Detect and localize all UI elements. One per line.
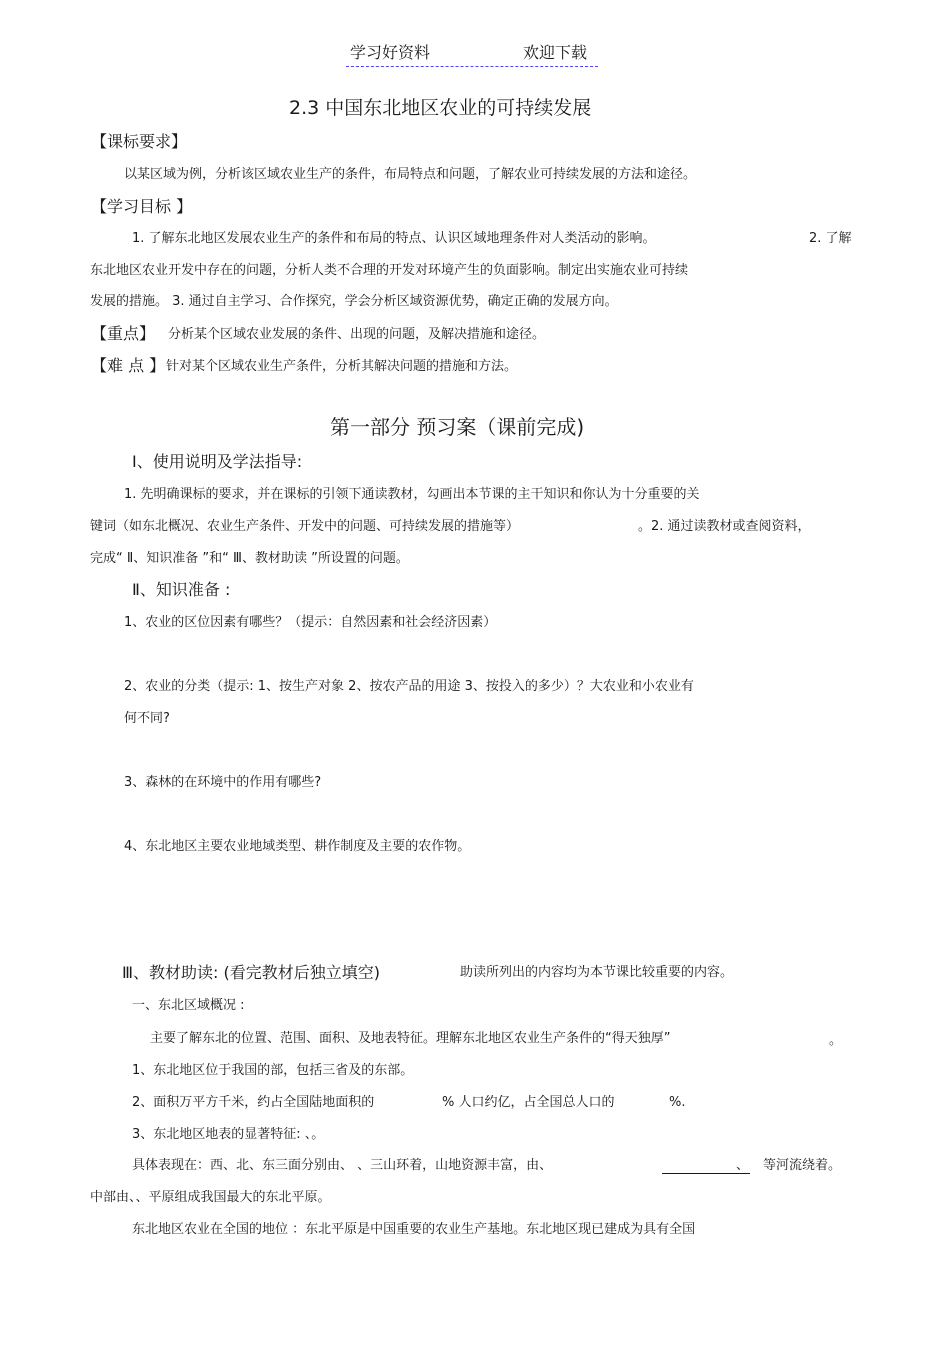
part1-title: 第一部分 预习案（课前完成) xyxy=(330,415,585,439)
sec2-q2a: 2、农业的分类（提示: 1、按生产对象 2、按农产品的用途 3、按投入的多少）？大农业和小农业有 xyxy=(124,679,694,694)
header-dashed-divider xyxy=(346,66,598,67)
mubiao-line2: 东北地区农业开发中存在的问题，分析人类不合理的开发对环境产生的负面影响。制定出实施农业可持续 xyxy=(90,263,689,278)
nandian-text: 针对某个区域农业生产条件，分析其解决问题的措施和方法。 xyxy=(166,359,518,374)
sec3-item2b: % 人口约亿，占全国总人口的 xyxy=(442,1095,615,1110)
kebiao-text: 以某区域为例，分析该区域农业生产的条件，布局特点和问题，了解农业可持续发展的方法和途径。 xyxy=(124,167,697,182)
sec3-detail2: 中部由、、平原组成我国最大的东北平原。 xyxy=(90,1190,331,1205)
sec2-q1: 1、农业的区位因素有哪些？（提示：自然因素和社会经济因素） xyxy=(124,615,497,630)
header-left: 学习好资料 xyxy=(350,43,431,62)
sec1-line3: 完成“ Ⅱ、知识准备 ”和“ Ⅲ、教材助读 ”所设置的问题。 xyxy=(90,551,409,566)
sec3-item1: 1、东北地区位于我国的部，包括三省及的东部。 xyxy=(132,1063,414,1078)
sec2-title: Ⅱ、知识准备 : xyxy=(132,580,231,599)
sec3-status: 东北地区农业在全国的地位 ：东北平原是中国重要的农业生产基地。东北地区现已建成为具有全国 xyxy=(132,1222,696,1237)
mubiao-line1-tail: 2. 了解 xyxy=(809,231,852,246)
zhongdian-text: 分析某个区域农业发展的条件、出现的问题，及解决措施和途径。 xyxy=(168,327,546,342)
sec1-line2b: 。2. 通过读教材或查阅资料， xyxy=(638,519,811,534)
sec3-intro-end: 。 xyxy=(829,1033,843,1048)
kebiao-label: 【课标要求】 xyxy=(91,132,188,151)
sec3-item3: 3、东北地区地表的显著特征: 、。 xyxy=(132,1127,325,1142)
sec2-q4: 4、东北地区主要农业地域类型、耕作制度及主要的农作物。 xyxy=(124,839,471,854)
sec3-title: Ⅲ、教材助读: (看完教材后独立填空) xyxy=(122,963,380,982)
sec3-detail-a: 具体表现在：西、北、东三面分别由、 、三山环着，山地资源丰富，由、 xyxy=(132,1158,553,1173)
mubiao-label: 【学习目标 】 xyxy=(91,197,193,216)
sec2-q3: 3、森林的在环境中的作用有哪些? xyxy=(124,775,322,790)
nandian-label: 【难 点 】 xyxy=(91,356,166,375)
page-title: 2.3 中国东北地区农业的可持续发展 xyxy=(289,97,592,119)
sec3-detail-b: 、 xyxy=(736,1158,750,1173)
sec3-item2a: 2、面积万平方千米，约占全国陆地面积的 xyxy=(132,1095,375,1110)
header-right: 欢迎下载 xyxy=(523,43,588,62)
sec3-sub1: 一、东北区域概况 : xyxy=(132,998,245,1013)
sec2-q2b: 何不同? xyxy=(124,711,170,726)
sec1-line2a: 键词（如东北概况、农业生产条件、开发中的问题、可持续发展的措施等） xyxy=(90,519,520,534)
sec3-intro: 主要了解东北的位置、范围、面积、及地表特征。理解东北地区农业生产条件的“得天独厚” xyxy=(150,1031,671,1046)
sec1-line1: 1. 先明确课标的要求，并在课标的引领下通读教材，勾画出本节课的主干知识和你认为十分重要的关 xyxy=(124,487,700,502)
mubiao-line3: 发展的措施。 3. 通过自主学习、合作探究，学会分析区域资源优势，确定正确的发展方向。 xyxy=(90,294,618,309)
zhongdian-label: 【重点】 xyxy=(91,324,156,343)
sec1-title: Ⅰ、使用说明及学法指导: xyxy=(132,452,303,471)
sec3-note: 助读所列出的内容均为本节课比较重要的内容。 xyxy=(460,965,734,980)
mubiao-line1: 1. 了解东北地区发展农业生产的条件和布局的特点、认识区域地理条件对人类活动的影响。 xyxy=(132,231,656,246)
sec3-item2c: %. xyxy=(669,1095,686,1110)
sec3-detail-c: 等河流绕着。 xyxy=(763,1158,842,1173)
